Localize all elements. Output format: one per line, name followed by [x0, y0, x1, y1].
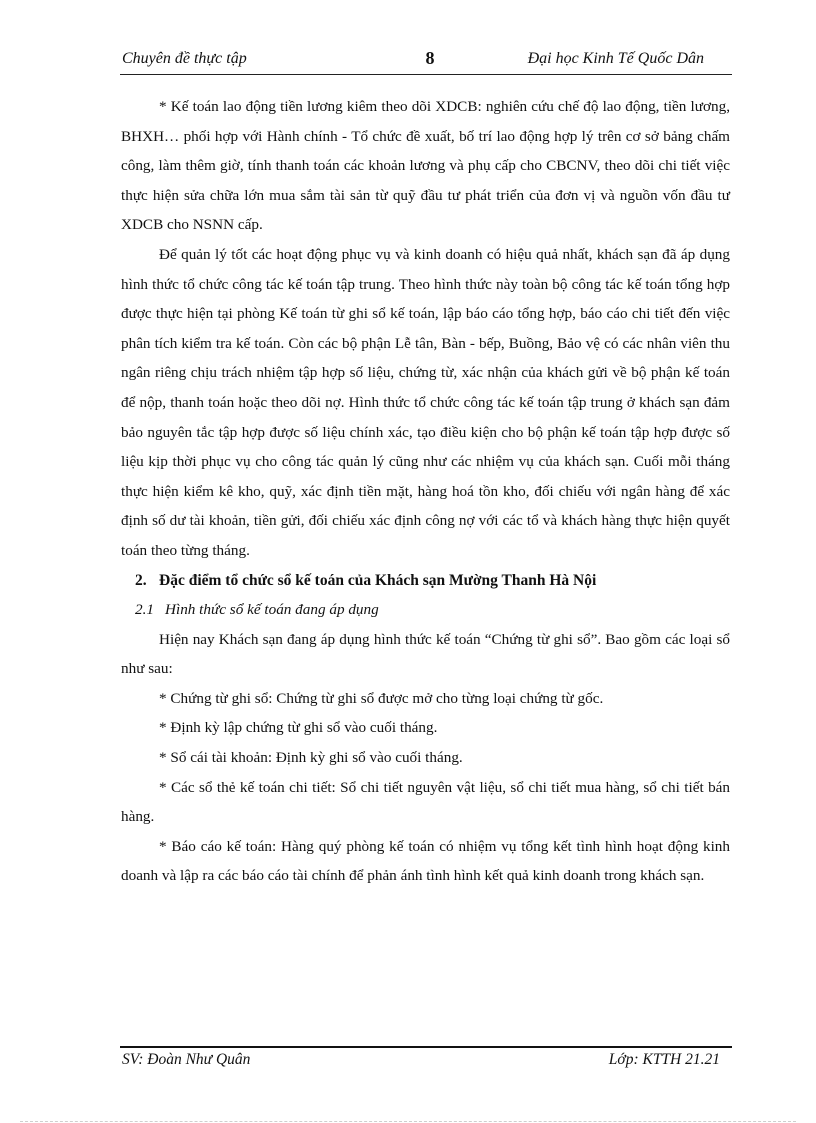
paragraph-accounting-form: Hiện nay Khách sạn đang áp dụng hình thức kế toán “Chứng từ ghi sổ”. Bao gồm các loại sổ như sau:: [121, 630, 730, 678]
page-boundary-divider: [20, 1121, 796, 1122]
list-item-vouchers: * Chứng từ ghi sổ: Chứng từ ghi sổ được mở cho từng loại chứng từ gốc.: [159, 689, 604, 707]
page-header: [120, 44, 732, 75]
list-item-reports: * Báo cáo kế toán: Hàng quý phòng kế toán có nhiệm vụ tổng kết tình hình hoạt động kinh doanh và lập ra các báo cáo tài chính để phản ánh tình hình kết quả kinh doanh trong khách sạn.: [121, 837, 730, 885]
section-heading-2-number: 2.: [135, 571, 147, 589]
section-heading-2-1-title: Hình thức sổ kế toán đang áp dụng: [165, 601, 379, 619]
list-item-periodic-vouchers: * Định kỳ lập chứng từ ghi sổ vào cuối tháng.: [159, 719, 438, 737]
paragraph-salary-accountant: * Kế toán lao động tiền lương kiêm theo dõi XDCB: nghiên cứu chế độ lao động, tiền lương, BHXH… phối hợp với Hành chính - Tổ chức đề xuất, bố trí lao động hợp lý trên cơ sở bảng chấm công, làm thêm giờ, tính thanh toán các khoản lương và phụ cấp cho CBCNV, theo dõi chi tiết việc thực hiện sửa chữa lớn mua sắm tài sản từ quỹ đầu tư phát triển của đơn vị và nguồn vốn đầu tư XDCB cho NSNN cấp.: [121, 98, 730, 234]
header-document-type: Chuyên đề thực tập: [122, 50, 247, 67]
section-heading-2: [121, 566, 730, 596]
section-heading-2-1-number: 2.1: [135, 601, 154, 619]
page-body: [121, 92, 730, 891]
page-footer: [120, 1046, 732, 1078]
list-item-ledger: * Sổ cái tài khoản: Định kỳ ghi sổ vào cuối tháng.: [159, 749, 463, 767]
header-university: Đại học Kinh Tế Quốc Dân: [527, 50, 704, 67]
list-item-detail-books: * Các sổ thẻ kế toán chi tiết: Sổ chi tiết nguyên vật liệu, sổ chi tiết mua hàng, sổ chi tiết bán hàng.: [121, 778, 730, 826]
page-number: 8: [425, 48, 435, 68]
footer-class: Lớp: KTTH 21.21: [608, 1051, 720, 1068]
section-heading-2-title: Đặc điểm tổ chức sổ kế toán của Khách sạn Mường Thanh Hà Nội: [159, 571, 597, 589]
section-heading-2-1: [121, 595, 730, 625]
paragraph-centralized-accounting: Để quản lý tốt các hoạt động phục vụ và kinh doanh có hiệu quả nhất, khách sạn đã áp dụng hình thức tổ chức công tác kế toán tập trung. Theo hình thức này toàn bộ công tác kế toán tổng hợp được thực hiện tại phòng Kế toán từ ghi sổ kế toán, lập báo cáo tổng hợp, báo cáo chi tiết đến việc phân tích kiểm tra kế toán. Còn các bộ phận Lễ tân, Bàn - bếp, Buồng, Bảo vệ có các nhân viên thu ngân riêng chịu trách nhiệm tập hợp số liệu, chứng từ, xác nhận của khách gửi về bộ phận kế toán để nộp, thanh toán hoặc theo dõi nợ. Hình thức tổ chức công tác kế toán tập trung ở khách sạn đảm bảo nguyên tắc tập hợp được số liệu chính xác, tạo điều kiện cho bộ phận kế toán tập hợp được số liệu kịp thời phục vụ cho công tác quản lý cũng như các nhiệm vụ của khách sạn. Cuối mỗi tháng thực hiện kiểm kê kho, quỹ, xác định tiền mặt, hàng hoá tồn kho, đối chiếu với ngân hàng để xác định số dư tài khoản, tiền gửi, đối chiếu xác định công nợ với các tổ và khách hàng thực hiện quyết toán theo từng tháng.: [121, 245, 730, 559]
footer-student: SV: Đoàn Như Quân: [122, 1051, 251, 1068]
